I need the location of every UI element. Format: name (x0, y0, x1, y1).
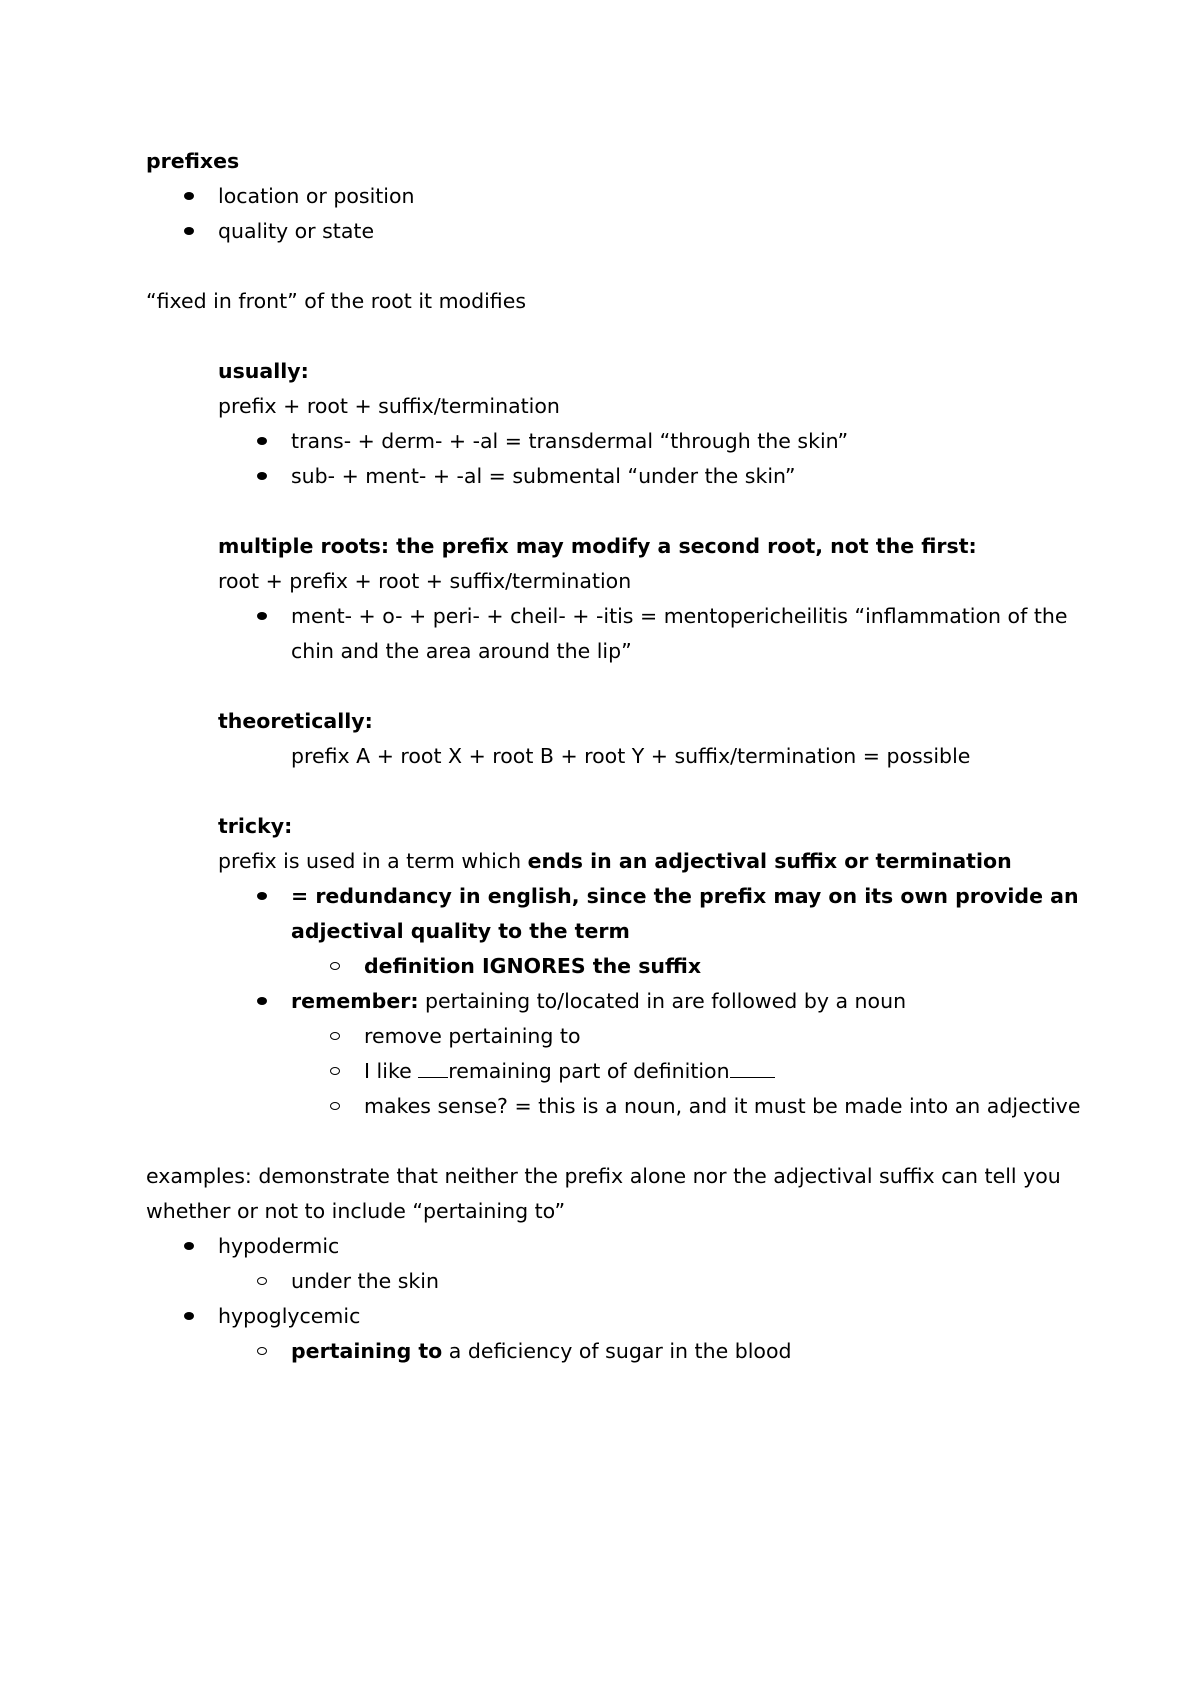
tricky-label: tricky: (218, 814, 293, 838)
multiple-roots-example-line2: chin and the area around the lip” (291, 639, 632, 663)
theoretically-label: theoretically: (218, 709, 373, 733)
theoretically-formula: prefix A + root X + root B + root Y + suffix/termination = possible (291, 744, 971, 768)
bullet-circle-icon (330, 962, 340, 970)
remove-pertaining-to: remove pertaining to (364, 1024, 581, 1048)
example-term-hypoglycemic: hypoglycemic (218, 1304, 361, 1328)
bullet-circle-icon (330, 1067, 340, 1075)
i-like-line (364, 1054, 775, 1089)
tricky-description (218, 844, 1012, 879)
bullet-disc-icon (184, 1312, 194, 1320)
definition-ignores-suffix: definition IGNORES the suffix (364, 954, 702, 978)
bullet-circle-icon (257, 1277, 267, 1285)
redundancy-line2: adjectival quality to the term (291, 919, 630, 943)
i-like-start: I like (364, 1059, 419, 1083)
bullet-disc-icon (257, 997, 267, 1005)
usually-example-transdermal: trans- + derm- + -al = transdermal “through the skin” (291, 429, 849, 453)
example-def-bold: pertaining to (291, 1339, 443, 1363)
multiple-roots-example-line1: ment- + o- + peri- + cheil- + -itis = mentopericheilitis “inflammation of the (291, 604, 1068, 628)
example-term-hypodermic: hypodermic (218, 1234, 340, 1258)
bullet-disc-icon (184, 227, 194, 235)
heading-prefixes: prefixes (146, 149, 240, 173)
i-like-middle: remaining part of definition (448, 1059, 730, 1083)
tricky-description-plain: prefix is used in a term which (218, 849, 528, 873)
bullet-disc-icon (184, 1242, 194, 1250)
multiple-roots-label: multiple roots: the prefix may modify a second root, not the first: (218, 534, 977, 558)
intro-bullet-location: location or position (218, 184, 415, 208)
intro-bullet-quality: quality or state (218, 219, 375, 243)
bullet-disc-icon (257, 892, 267, 900)
bullet-disc-icon (257, 612, 267, 620)
example-def-text: a deficiency of sugar in the blood (442, 1339, 792, 1363)
bullet-circle-icon (257, 1347, 267, 1355)
bullet-circle-icon (330, 1102, 340, 1110)
example-def-hypodermic (291, 1264, 439, 1299)
bullet-circle-icon (330, 1032, 340, 1040)
redundancy-line1: = redundancy in english, since the prefix may on its own provide an (291, 884, 1079, 908)
makes-sense-line: makes sense? = this is a noun, and it must be made into an adjective (364, 1094, 1081, 1118)
fill-in-blank (418, 1059, 448, 1078)
usually-label: usually: (218, 359, 309, 383)
bullet-disc-icon (257, 437, 267, 445)
multiple-roots-formula: root + prefix + root + suffix/termination (218, 569, 632, 593)
fixed-in-front-line: “fixed in front” of the root it modifies (146, 289, 527, 313)
usually-formula: prefix + root + suffix/termination (218, 394, 560, 418)
usually-example-submental: sub- + ment- + -al = submental “under the skin” (291, 464, 796, 488)
fill-in-blank (730, 1059, 775, 1078)
example-def-text: under the skin (291, 1269, 439, 1293)
remember-line (291, 984, 906, 1019)
tricky-description-bold: ends in an adjectival suffix or termination (527, 849, 1012, 873)
example-def-hypoglycemic (291, 1334, 792, 1369)
remember-label: remember: (291, 989, 419, 1013)
examples-line1: examples: demonstrate that neither the prefix alone nor the adjectival suffix can tell you (146, 1164, 1061, 1188)
remember-text: pertaining to/located in are followed by a noun (418, 989, 907, 1013)
bullet-disc-icon (184, 192, 194, 200)
bullet-disc-icon (257, 472, 267, 480)
examples-line2: whether or not to include “pertaining to” (146, 1199, 566, 1223)
